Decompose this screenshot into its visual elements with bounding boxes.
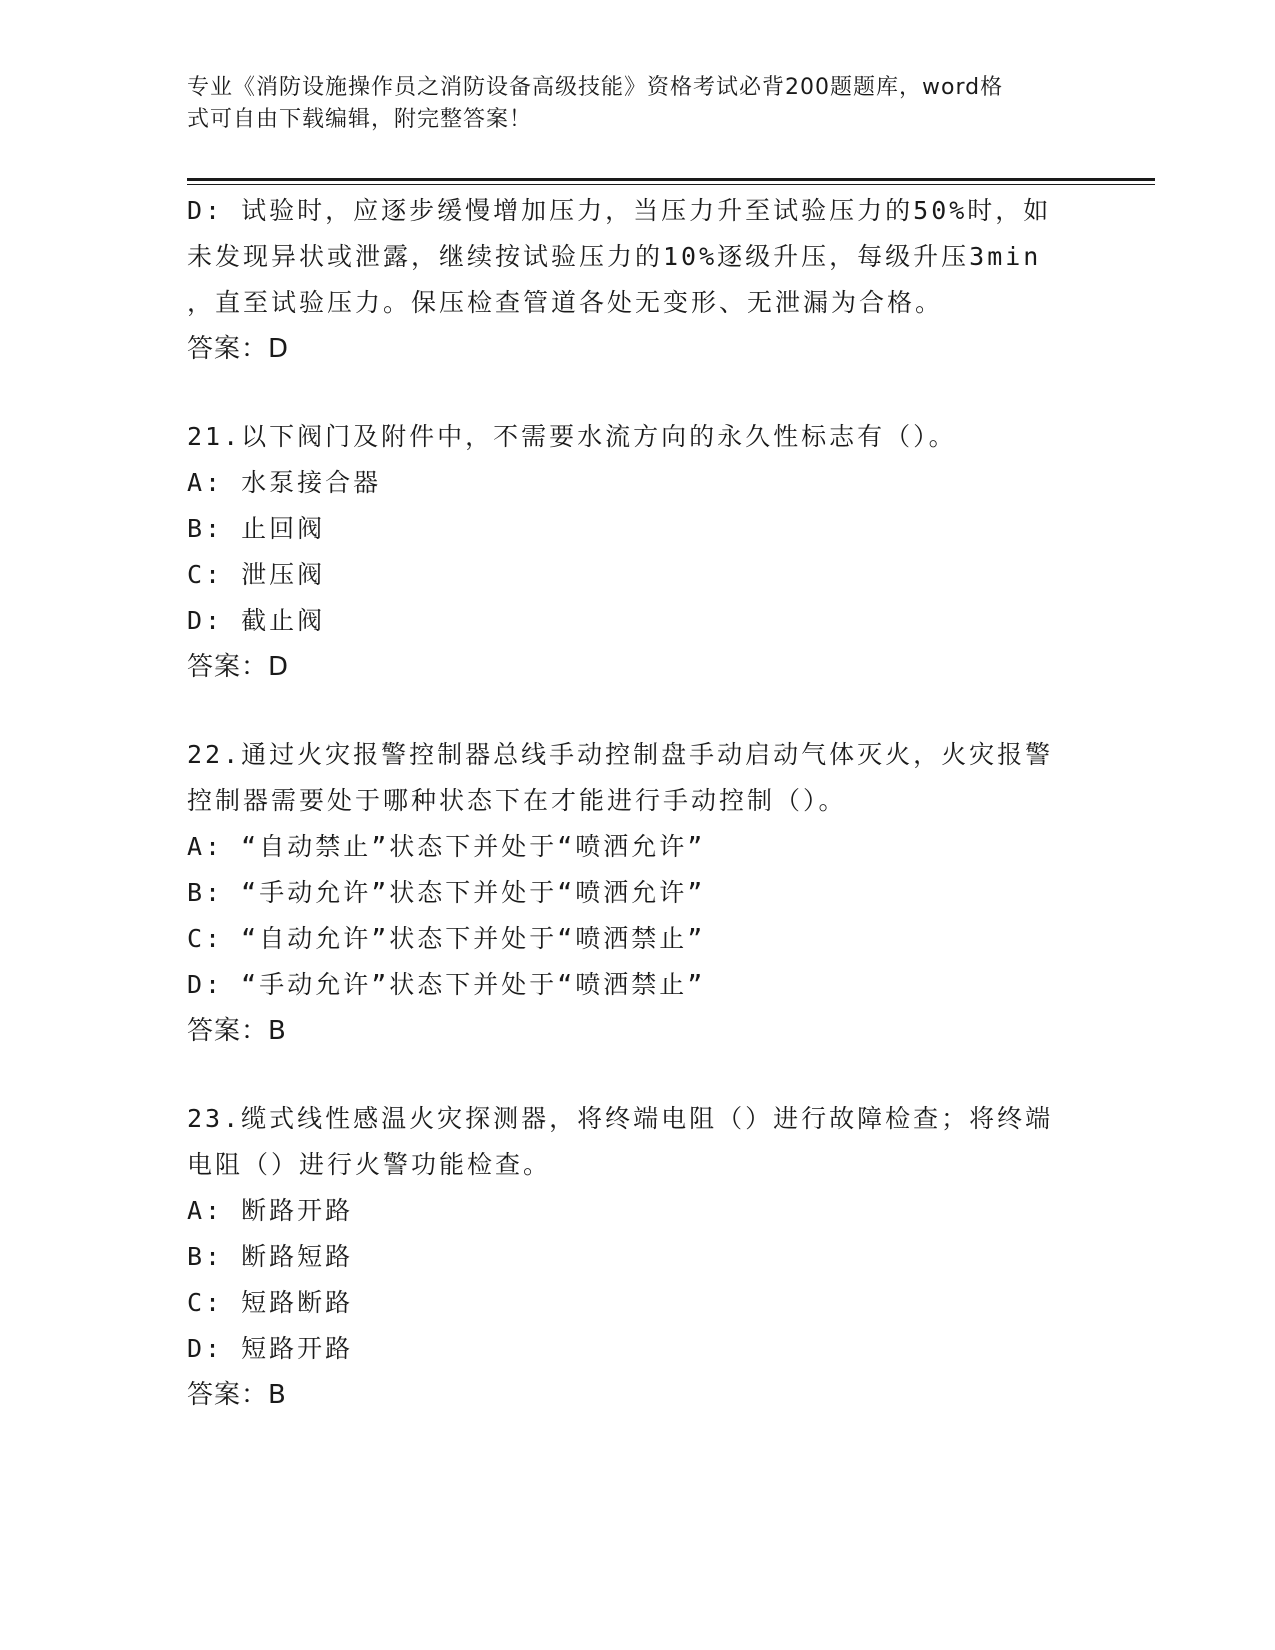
header-divider-thin	[187, 184, 1155, 185]
question-block	[187, 414, 1077, 690]
option-c: C: 泄压阀	[187, 560, 326, 589]
header-divider-thick	[187, 178, 1155, 181]
document-header	[187, 72, 1067, 136]
question-stem: 23.缆式线性感温火灾探测器，将终端电阻（）进行故障检查；将终端	[187, 1104, 1054, 1133]
option-b: B: 断路短路	[187, 1242, 354, 1271]
option-a: A: 水泵接合器	[187, 468, 382, 497]
option-line: ，直至试验压力。保压检查管道各处无变形、无泄漏为合格。	[187, 288, 944, 317]
answer-line: 答案：B	[187, 1016, 287, 1046]
question-content	[187, 188, 1077, 1418]
previous-question-tail	[187, 188, 1077, 372]
option-d: D: 短路开路	[187, 1334, 354, 1363]
option-d: D: “手动允许”状态下并处于“喷洒禁止”	[187, 970, 706, 999]
option-a: A: 断路开路	[187, 1196, 354, 1225]
option-c: C: 短路断路	[187, 1288, 354, 1317]
option-b: B: 止回阀	[187, 514, 326, 543]
question-block	[187, 732, 1077, 1054]
question-stem: 21.以下阀门及附件中，不需要水流方向的永久性标志有（）。	[187, 422, 957, 451]
option-line: D: 试验时，应逐步缓慢增加压力，当压力升至试验压力的50%时，如	[187, 196, 1052, 225]
option-a: A: “自动禁止”状态下并处于“喷洒允许”	[187, 832, 706, 861]
option-d: D: 截止阀	[187, 606, 326, 635]
question-block	[187, 1096, 1077, 1418]
question-stem: 电阻（）进行火警功能检查。	[187, 1150, 552, 1179]
answer-line: 答案：B	[187, 1380, 287, 1410]
option-line: 未发现异状或泄露，继续按试验压力的10%逐级升压，每级升压3min	[187, 242, 1042, 271]
question-stem: 22.通过火灾报警控制器总线手动控制盘手动启动气体灭火，火灾报警	[187, 740, 1054, 769]
option-c: C: “自动允许”状态下并处于“喷洒禁止”	[187, 924, 706, 953]
option-b: B: “手动允许”状态下并处于“喷洒允许”	[187, 878, 706, 907]
answer-line: 答案：D	[187, 334, 290, 364]
question-stem: 控制器需要处于哪种状态下在才能进行手动控制（）。	[187, 786, 847, 815]
header-line: 式可自由下载编辑，附完整答案！	[187, 107, 533, 132]
answer-line: 答案：D	[187, 652, 290, 682]
header-line: 专业《消防设施操作员之消防设备高级技能》资格考试必背200题题库，word格	[187, 75, 1004, 100]
